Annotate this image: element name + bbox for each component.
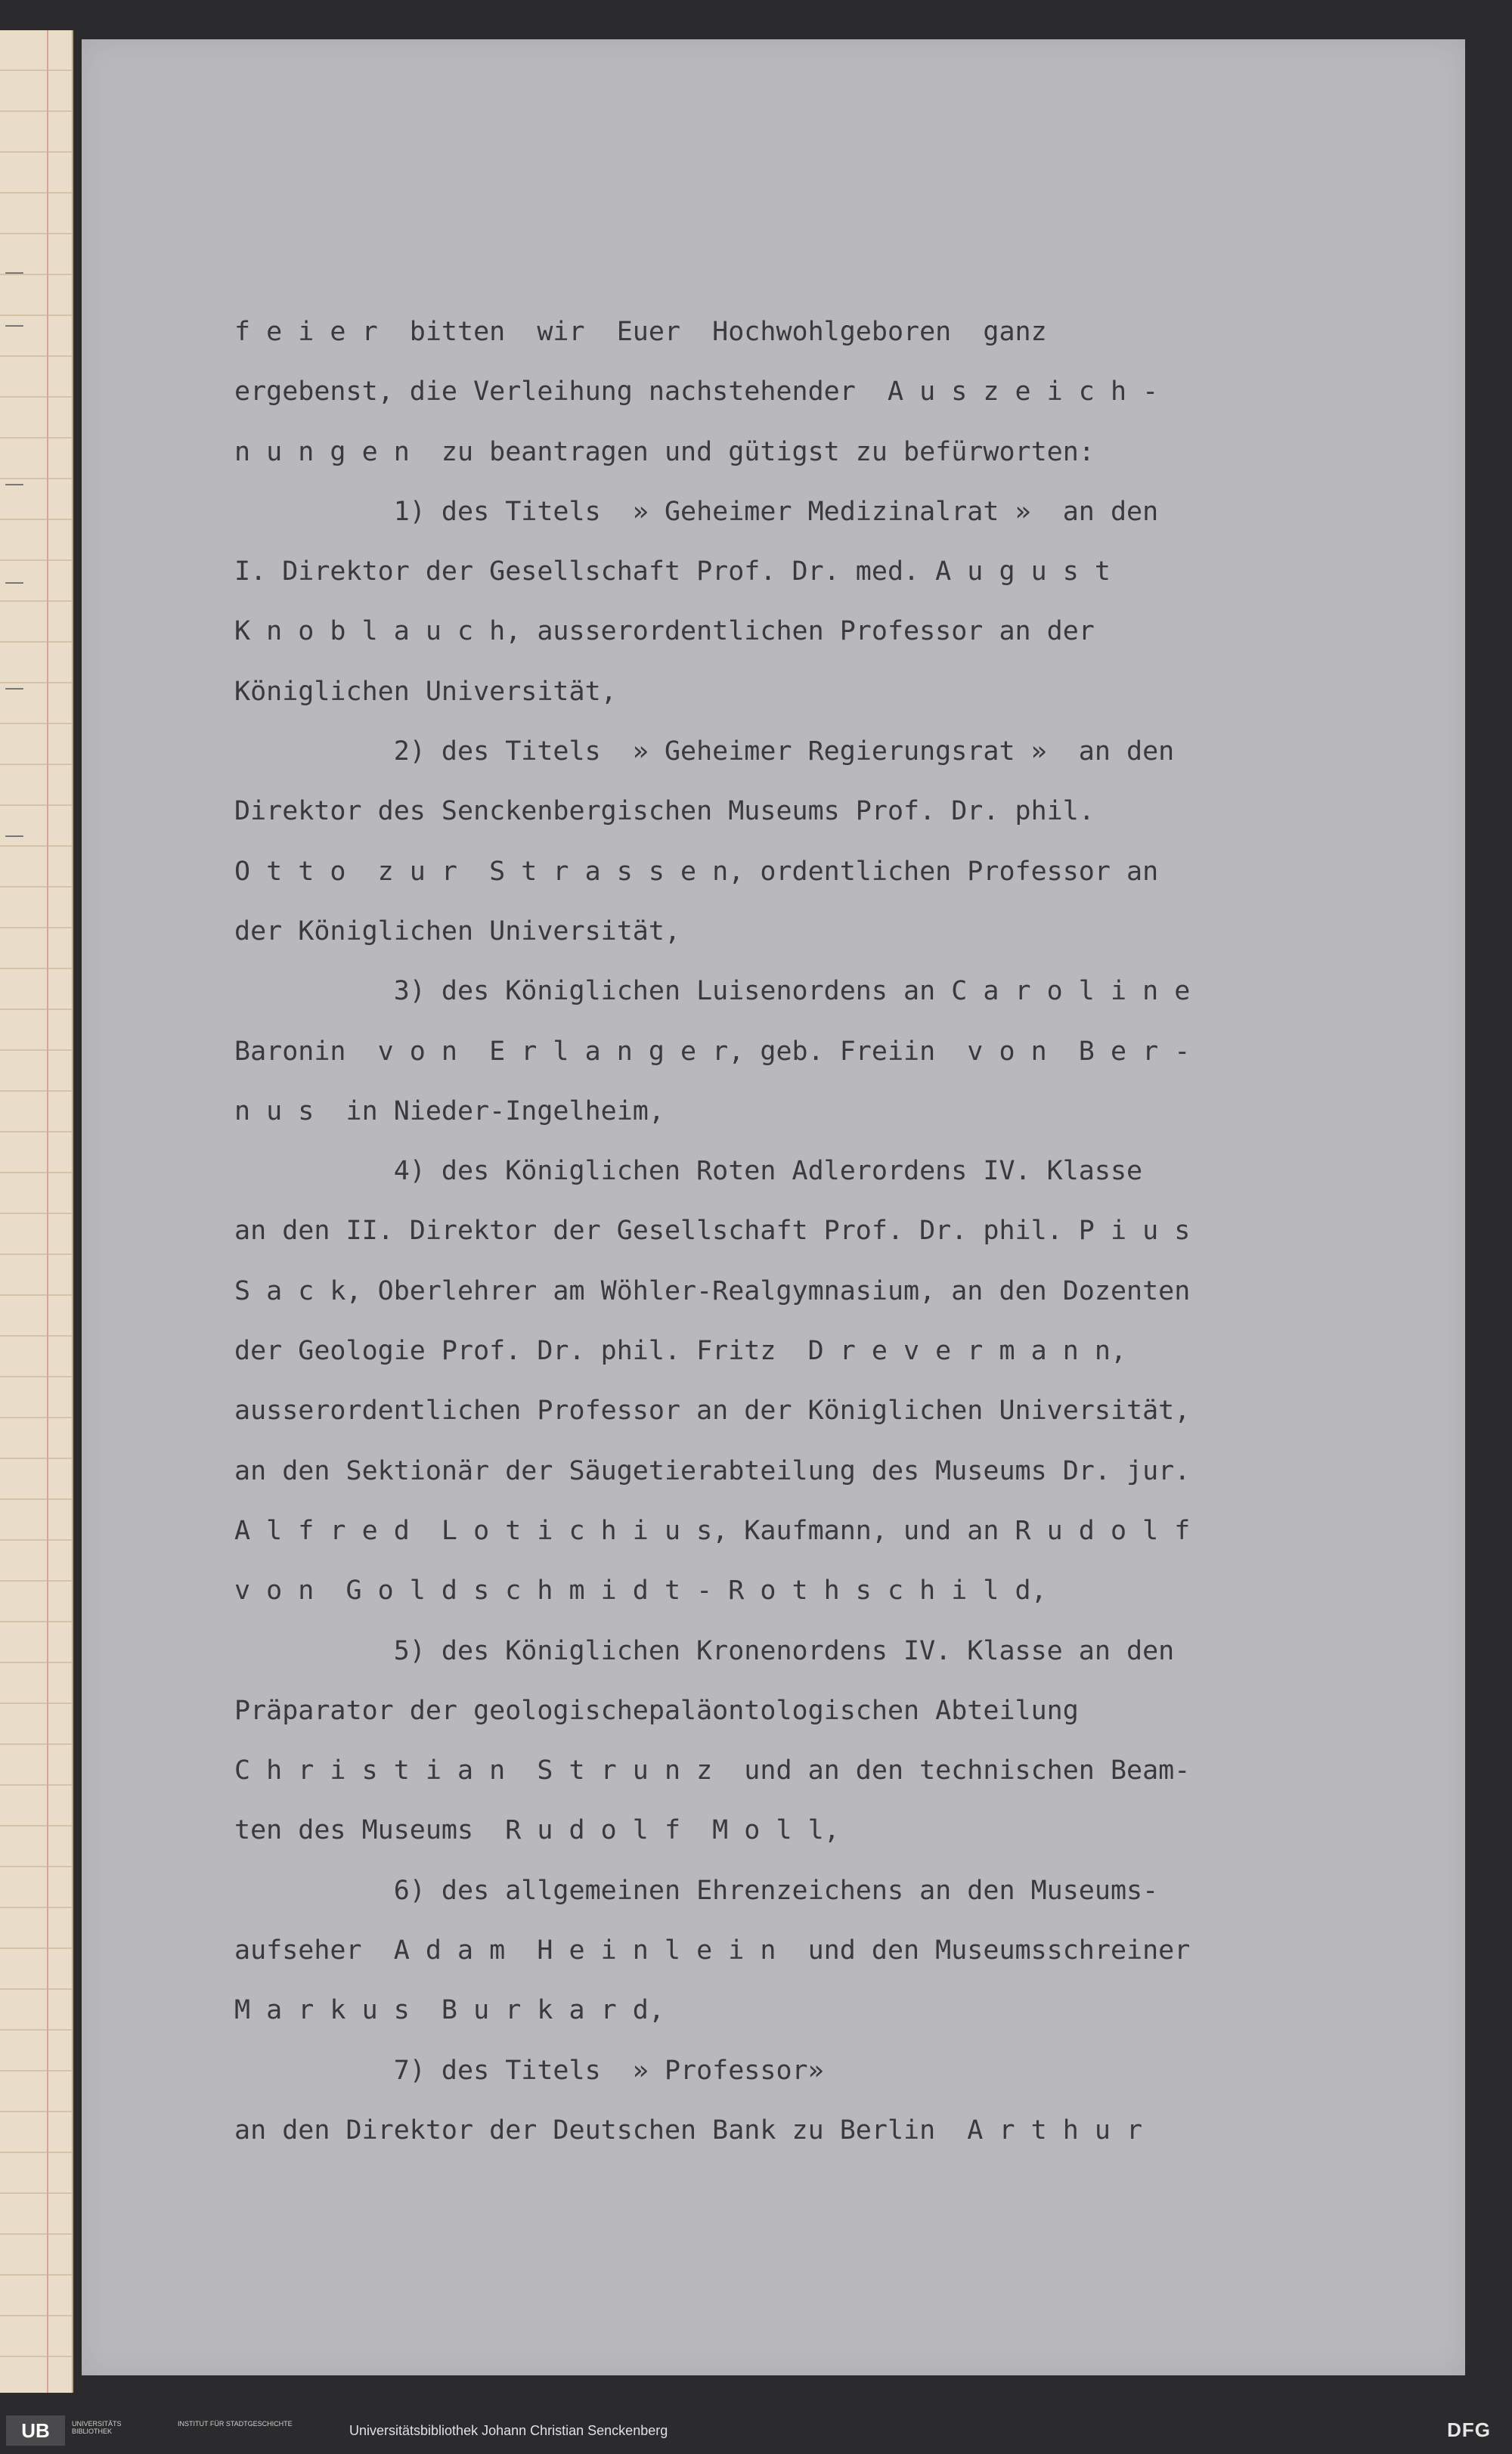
text-line: an den Direktor der Deutschen Bank zu Berlin A r t h u r [234, 2115, 1143, 2146]
handwritten-note: — [5, 473, 24, 495]
text-line: 2) des Titels » Geheimer Regierungsrat » an den [234, 736, 1175, 767]
text-line: n u n g e n zu beantragen und gütigst zu befürworten: [234, 436, 1095, 467]
dfg-logo: DFG [1447, 2418, 1491, 2441]
text-line: 6) des allgemeinen Ehrenzeichens an den Museums- [234, 1875, 1159, 1906]
text-line: S a c k, Oberlehrer am Wöhler-Realgymnasium, an den Dozenten [234, 1275, 1191, 1306]
typewritten-text [234, 302, 1467, 2161]
text-line: der Geologie Prof. Dr. phil. Fritz D r e v e r m a n n, [234, 1336, 1127, 1367]
text-line: n u s in Nieder-Ingelheim, [234, 1095, 665, 1126]
text-line: ten des Museums R u d o l f M o l l, [234, 1815, 840, 1846]
text-line: A l f r e d L o t i c h i u s, Kaufmann, und an R u d o l f [234, 1515, 1191, 1546]
handwritten-note: — [5, 314, 24, 336]
text-line: K n o b l a u c h, ausserordentlichen Professor an der [234, 616, 1095, 647]
text-line: f e i e r bitten wir Euer Hochwohlgeboren ganz [234, 317, 1047, 347]
text-line: aufseher A d a m H e i n l e i n und den Museumsschreiner [234, 1935, 1191, 1966]
library-name: Universitätsbibliothek Johann Christian Senckenberg [349, 2423, 668, 2438]
text-line: M a r k u s B u r k a r d, [234, 1995, 665, 2026]
margin-line [47, 30, 48, 2393]
text-line: C h r i s t i a n S t r u n z und an den technischen Beam- [234, 1755, 1191, 1786]
ub-logo: UB [6, 2415, 65, 2446]
text-line: 7) des Titels » Professor» [234, 2055, 824, 2086]
text-line: 1) des Titels » Geheimer Medizinalrat » an den [234, 496, 1159, 527]
institut-logo-text: INSTITUT FÜR STADTGESCHICHTE [178, 2420, 293, 2428]
text-line: I. Direktor der Gesellschaft Prof. Dr. med. A u g u s t [234, 556, 1111, 587]
text-line: ausserordentlichen Professor an der Königlichen Universität, [234, 1396, 1191, 1427]
handwritten-note: — [5, 571, 24, 593]
ub-logo-text: UNIVERSITÄTS BIBLIOTHEK [72, 2420, 122, 2435]
handwritten-note: — [5, 824, 24, 847]
text-line: an den Sektionär der Säugetierabteilung des Museums Dr. jur. [234, 1455, 1191, 1486]
handwritten-note: — [5, 677, 24, 699]
handwritten-note: — [5, 261, 24, 284]
text-line: v o n G o l d s c h m i d t - R o t h s c h i l d, [234, 1576, 1047, 1607]
adjacent-page-strip [0, 30, 73, 2393]
text-line: Königlichen Universität, [234, 676, 617, 707]
text-line: O t t o z u r S t r a s s e n, ordentlichen Professor an [234, 856, 1159, 887]
footer-bar [0, 2408, 1512, 2454]
text-line: 5) des Königlichen Kronenordens IV. Klasse an den [234, 1635, 1175, 1666]
text-line: der Königlichen Universität, [234, 916, 681, 947]
text-line: Baronin v o n E r l a n g e r, geb. Freiin v o n B e r - [234, 1036, 1191, 1067]
text-line: 3) des Königlichen Luisenordens an C a r o l i n e [234, 976, 1191, 1007]
text-line: Präparator der geologischepaläontologischen Abteilung [234, 1695, 1079, 1726]
text-line: Direktor des Senckenbergischen Museums Prof. Dr. phil. [234, 796, 1095, 827]
text-line: ergebenst, die Verleihung nachstehender A u s z e i c h - [234, 376, 1159, 407]
text-line: 4) des Königlichen Roten Adlerordens IV. Klasse [234, 1156, 1143, 1187]
text-line: an den II. Direktor der Gesellschaft Prof. Dr. phil. P i u s [234, 1216, 1191, 1247]
